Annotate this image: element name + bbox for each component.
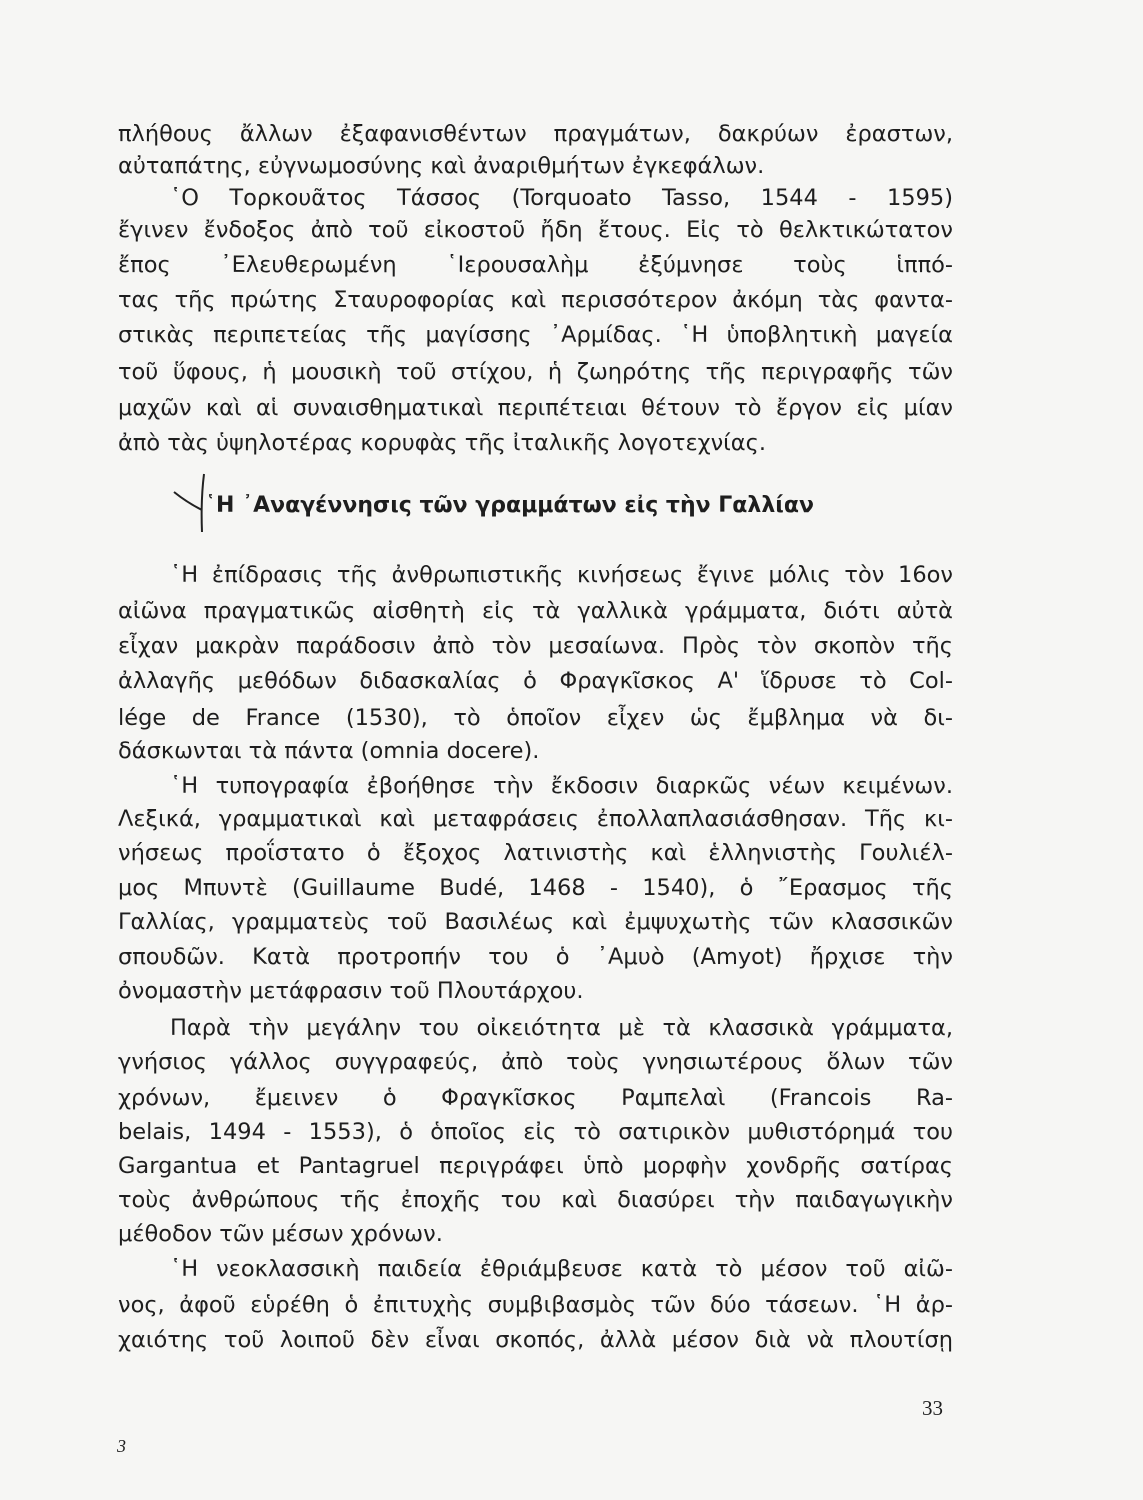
text-line: ῾Η τυπογραφία ἐβοήθησε τὴν ἔκδοσιν διαρκῶς νέων κειμένων. (170, 773, 953, 799)
text-line: ἔπος ᾿Ελευθερωμένη ῾Ιερουσαλὴμ ἐξύμνησε τοὺς ἱππό- (118, 252, 953, 278)
text-line: νος, ἀφοῦ εὑρέθη ὁ ἐπιτυχὴς συμβιβασμὸς τῶν δύο τάσεων. ῾Η ἀρ- (118, 1292, 953, 1318)
text-line: ἀπὸ τὰς ὑψηλοτέρας κορυφὰς τῆς ἰταλικῆς λογοτεχνίας. (118, 430, 766, 456)
text-line: αἰῶνα πραγματικῶς αἰσθητὴ εἰς τὰ γαλλικὰ γράμματα, διότι αὐτὰ (118, 598, 953, 624)
text-line: ῾Ο Τορκουᾶτος Τάσσος (Torquoato Tasso, 1544 - 1595) (170, 185, 953, 211)
text-line: τοῦ ὕφους, ἡ μουσικὴ τοῦ στίχου, ἡ ζωηρότης τῆς περιγραφῆς τῶν (118, 359, 953, 385)
text-line: μαχῶν καὶ αἱ συναισθηματικαὶ περιπέτειαι θέτουν τὸ ἔργον εἰς μίαν (118, 395, 953, 421)
text-line: ἔγινεν ἔνδοξος ἀπὸ τοῦ εἰκοστοῦ ἤδη ἔτους. Εἰς τὸ θελκτικώτατον (118, 217, 953, 243)
text-line: μος Μπυντὲ (Guillaume Budé, 1468 - 1540), ὁ ῎Ερασμος τῆς (118, 875, 953, 901)
text-line: γνήσιος γάλλος συγγραφεύς, ἀπὸ τοὺς γνησιωτέρους ὅλων τῶν (118, 1049, 953, 1075)
text-line: Λεξικά, γραμματικαὶ καὶ μεταφράσεις ἐπολλαπλασιάσθησαν. Τῆς κι- (118, 806, 953, 832)
text-line: πλήθους ἄλλων ἐξαφανισθέντων πραγμάτων, δακρύων ἐραστων, (118, 121, 953, 147)
text-line: ὀνομαστὴν μετάφρασιν τοῦ Πλουτάρχου. (118, 978, 584, 1004)
text-line: ἀλλαγῆς μεθόδων διδασκαλίας ὁ Φραγκῖσκος Α' ἵδρυσε τὸ Col- (118, 668, 953, 694)
text-line: τοὺς ἀνθρώπους τῆς ἐποχῆς του καὶ διασύρει τὴν παιδαγωγικὴν (118, 1187, 953, 1213)
text-line: αὐταπάτης, εὐγνωμοσύνης καὶ ἀναριθμήτων ἐγκεφάλων. (118, 153, 765, 179)
text-line: σπουδῶν. Κατὰ προτροπήν του ὁ ᾿Αμυὸ (Amyot) ἤρχισε τὴν (118, 944, 953, 970)
text-line: στικὰς περιπετείας τῆς μαγίσσης ᾿Αρμίδας. ῾Η ὑποβλητικὴ μαγεία (118, 322, 953, 348)
text-line: ῾Η ἐπίδρασις τῆς ἀνθρωπιστικῆς κινήσεως ἔγινε μόλις τὸν 16ον (170, 562, 953, 588)
text-line: Γαλλίας, γραμματεὺς τοῦ Βασιλέως καὶ ἐμψυχωτὴς τῶν κλασσικῶν (118, 909, 953, 935)
text-line: belais, 1494 - 1553), ὁ ὁποῖος εἰς τὸ σατιρικὸν μυθιστόρημά του (118, 1119, 953, 1145)
text-line: τας τῆς πρώτης Σταυροφορίας καὶ περισσότερον ἀκόμη τὰς φαντα- (118, 287, 953, 313)
text-line: Gargantua et Pantagruel περιγράφει ὑπὸ μορφὴν χονδρῆς σατίρας (118, 1153, 953, 1179)
text-line: Παρὰ τὴν μεγάλην του οἰκειότητα μὲ τὰ κλασσικὰ γράμματα, (170, 1015, 953, 1041)
page-number: 33 (922, 1396, 943, 1420)
text-line: μέθοδον τῶν μέσων χρόνων. (118, 1221, 443, 1247)
section-heading: ῾Η ᾿Αναγέννησις τῶν γραμμάτων εἰς τὴν Γαλλίαν (205, 493, 814, 518)
text-line: χαιότης τοῦ λοιποῦ δὲν εἶναι σκοπός, ἀλλὰ μέσον διὰ νὰ πλουτίσῃ (118, 1327, 953, 1353)
text-line: χρόνων, ἔμεινεν ὁ Φραγκῖσκος Ραμπελαὶ (Francois Ra- (118, 1085, 953, 1111)
text-line: δάσκωνται τὰ πάντα (omnia docere). (118, 738, 540, 764)
text-line: εἶχαν μακρὰν παράδοσιν ἀπὸ τὸν μεσαίωνα. Πρὸς τὸν σκοπὸν τῆς (118, 633, 953, 659)
text-line: ῾Η νεοκλασσικὴ παιδεία ἐθριάμβευσε κατὰ τὸ μέσον τοῦ αἰῶ- (170, 1256, 953, 1282)
text-line: lége de France (1530), τὸ ὁποῖον εἶχεν ὡς ἔμβλημα νὰ δι- (118, 705, 953, 731)
text-line: νήσεως προΐστατο ὁ ἔξοχος λατινιστὴς καὶ ἑλληνιστὴς Γουλιέλ- (118, 840, 953, 866)
signature-mark: 3 (117, 1436, 126, 1456)
